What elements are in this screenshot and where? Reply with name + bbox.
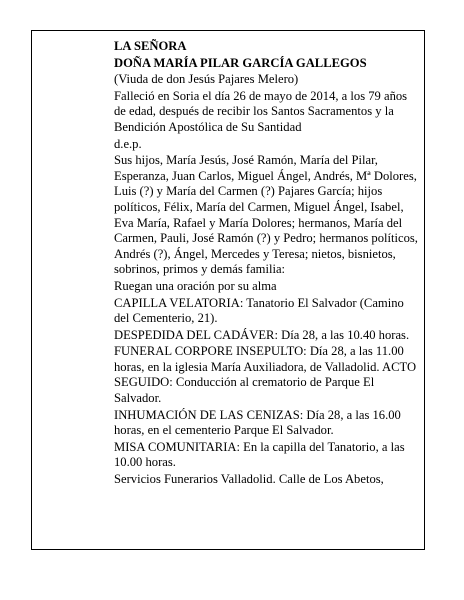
ashes-text: INHUMACIÓN DE LAS CENIZAS: Día 28, a las 16.00 horas, en el cementerio Parque El Salvador.: [114, 407, 401, 438]
widow-of-text: (Viuda de don Jesús Pajares Melero): [114, 72, 299, 87]
prayer-text: Ruegan una oración por su alma: [114, 278, 277, 293]
mass-text: MISA COMUNITARIA: En la capilla del Tanatorio, a las 10.00 horas.: [114, 439, 405, 470]
funeral-text: FUNERAL CORPORE INSEPULTO: Día 28, a las 11.00 horas, en la iglesia María Auxiliadora, de Valladolid. ACTO SEGUIDO: Conducción al crematorio de Parque El Salvador.: [114, 344, 417, 406]
chapel-text: CAPILLA VELATORIA: Tanatorio El Salvador (Camino del Cementerio, 21).: [114, 295, 404, 326]
services-text: Servicios Funerarios Valladolid. Calle de Los Abetos,: [114, 472, 384, 487]
family-text: Sus hijos, María Jesús, José Ramón, María del Pilar, Esperanza, Juan Carlos, Miguel Ángel, Andrés, Mª Dolores, Luis (?) y María del Carmen (?) Pajares García; hijos políticos, Félix, María del Carmen, Miguel Ángel, Isabel, Eva María, Rafael y María Dolores; hermanos, María del Carmen, Pauli, José Ramón (?) y Pedro; hermanos políticos, Andrés (?), Ángel, Mercedes y Teresa; nietos, bisnietos, sobrinos, primos y demás familia:: [114, 153, 418, 277]
farewell-text: DESPEDIDA DEL CADÁVER: Día 28, a las 10.40 horas.: [114, 327, 410, 342]
death-text: Falleció en Soria el día 26 de mayo de 2014, a los 79 años de edad, después de recibir los Santos Sacramentos y la Bendición Apostólica de Su Santidad: [114, 88, 408, 134]
heading-line-1: LA SEÑORA: [114, 39, 187, 53]
deceased-name: DOÑA MARÍA PILAR GARCÍA GALLEGOS: [114, 55, 367, 70]
rip-text: d.e.p.: [114, 136, 142, 151]
obituary-frame: [31, 30, 425, 550]
obituary-content: [114, 39, 418, 489]
